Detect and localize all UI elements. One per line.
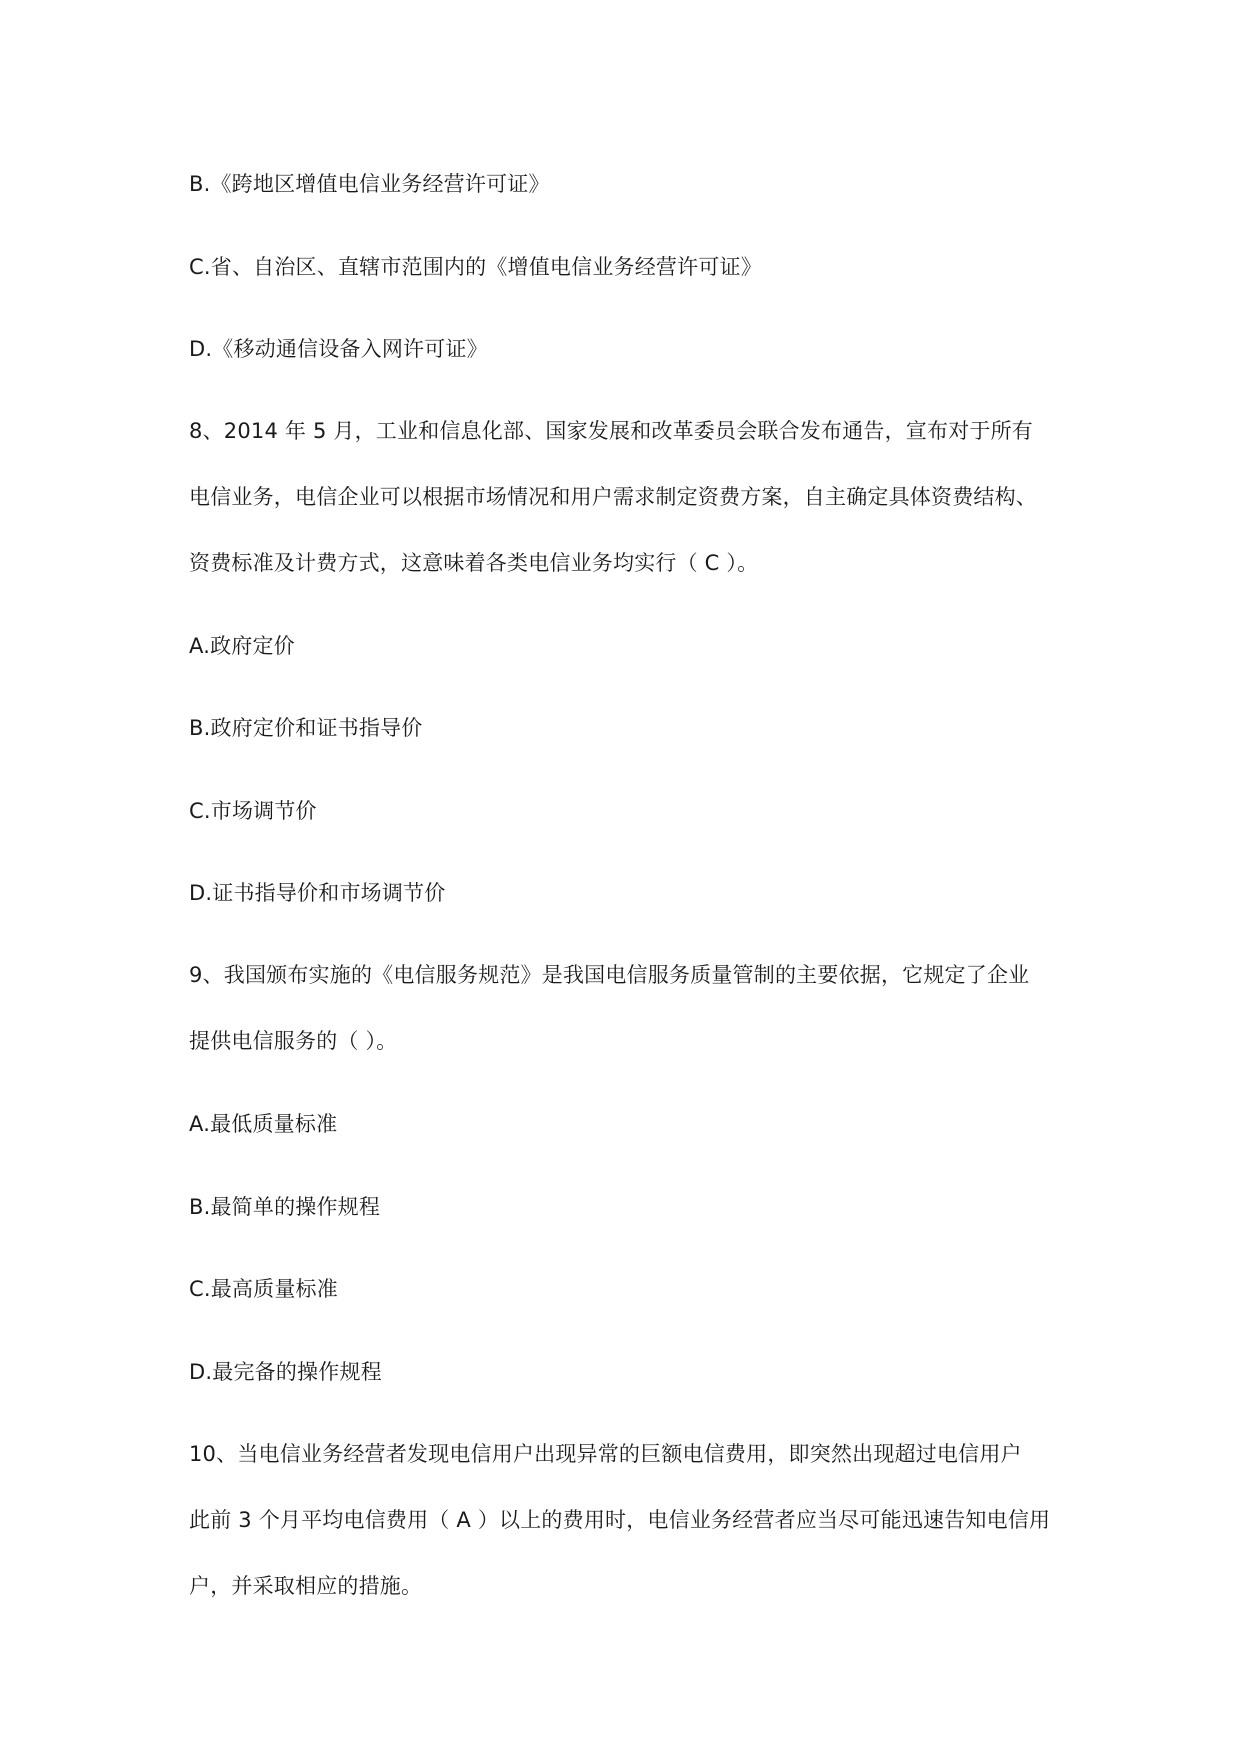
option-9b: B.最简单的操作规程 [189,1195,381,1219]
option-9c: C.最高质量标准 [189,1277,338,1301]
option-8b: B.政府定价和证书指导价 [189,716,423,740]
option-9a: A.最低质量标准 [189,1112,338,1136]
question-9-line-1: 9、我国颁布实施的《电信服务规范》是我国电信服务质量管制的主要依据，它规定了企业 [189,963,1030,987]
question-10-line-2: 此前 3 个月平均电信费用（ A ）以上的费用时，电信业务经营者应当尽可能迅速告知电信用 [189,1508,1051,1532]
question-10-line-3: 户，并采取相应的措施。 [189,1574,423,1598]
question-8-line-2: 电信业务，电信企业可以根据市场情况和用户需求制定资费方案，自主确定具体资费结构、 [189,485,1037,509]
option-9d: D.最完备的操作规程 [189,1360,382,1384]
question-8-line-3: 资费标准及计费方式，这意味着各类电信业务均实行（ C ）。 [189,551,759,575]
option-7c: C.省、自治区、直辖市范围内的《增值电信业务经营许可证》 [189,255,762,279]
option-8c: C.市场调节价 [189,799,317,823]
question-10-line-1: 10、当电信业务经营者发现电信用户出现异常的巨额电信费用，即突然出现超过电信用户 [189,1442,1022,1466]
option-8a: A.政府定价 [189,634,295,658]
question-8-line-1: 8、2014 年 5 月，工业和信息化部、国家发展和改革委员会联合发布通告，宣布对于所有 [189,419,1033,443]
question-9-line-2: 提供电信服务的（ ）。 [189,1029,398,1053]
option-8d: D.证书指导价和市场调节价 [189,881,446,905]
option-7b: B.《跨地区增值电信业务经营许可证》 [189,172,550,196]
option-7d: D.《移动通信设备入网许可证》 [189,337,488,361]
